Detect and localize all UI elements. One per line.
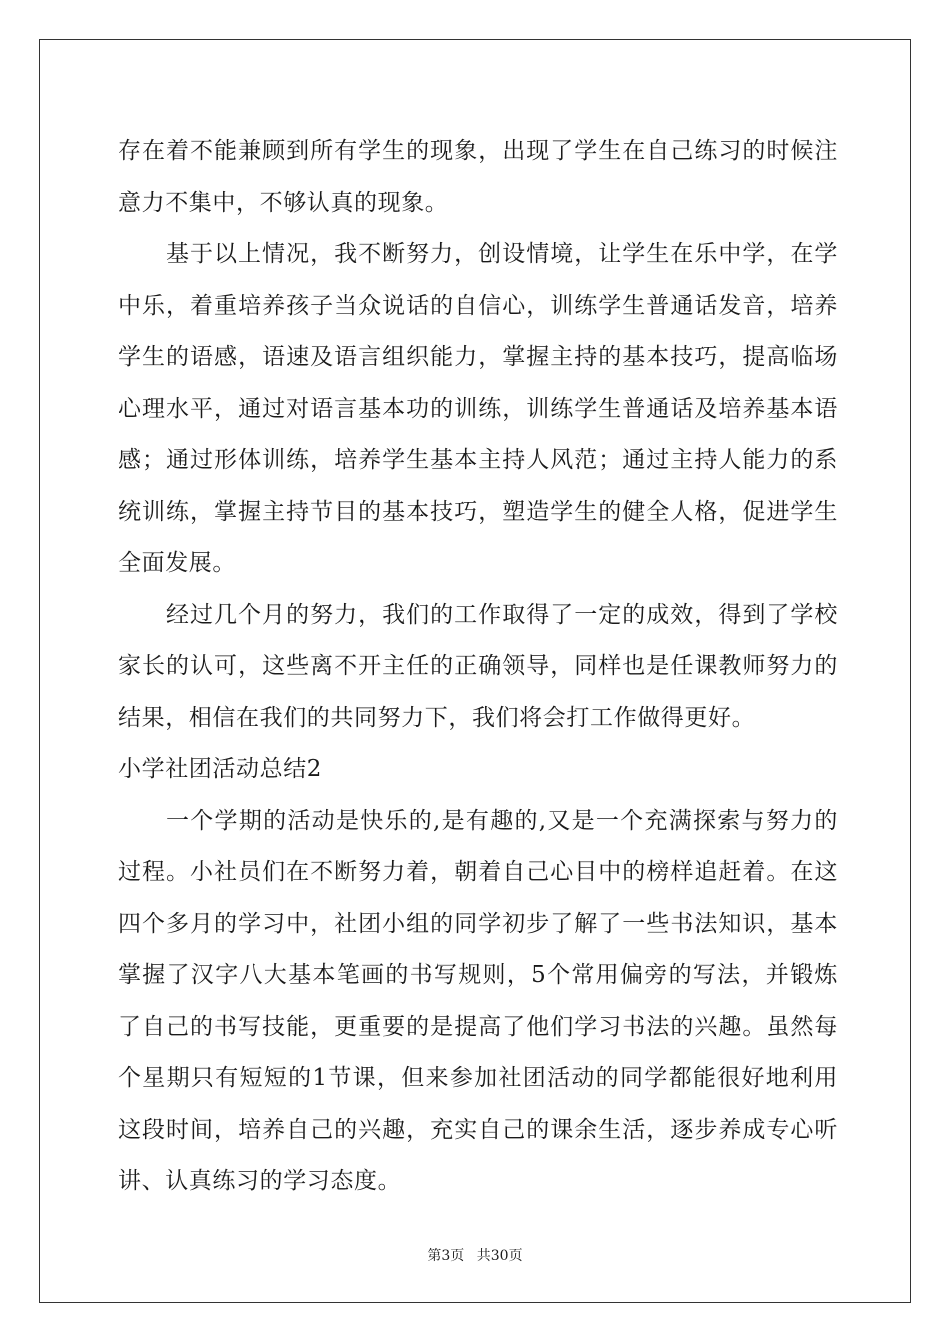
section-heading: 小学社团活动总结2 [118,756,323,782]
section-paragraph-1: 一个学期的活动是快乐的,是有趣的,又是一个充满探索与努力的过程。小社员们在不断努力着，朝着自己心目中的榜样追赶着。在这四个多月的学习中，社团小组的同学初步了解了一些书法知识，基本掌握了汉字八大基本笔画的书写规则，5个常用偏旁的写法，并锻炼了自己的书写技能，更重要的是提高了他们学习书法的兴趣。虽然每个星期只有短短的1节课，但来参加社团活动的同学都能很好地利用这段时间，培养自己的兴趣，充实自己的课余生活，逐步养成专心听讲、认真练习的学习态度。 [118,807,838,1194]
total-pages: 共30页 [476,1248,523,1264]
paragraph-1: 存在着不能兼顾到所有学生的现象，出现了学生在自己练习的时候注意力不集中，不够认真的现象。 [118,138,838,216]
paragraph-3: 经过几个月的努力，我们的工作取得了一定的成效，得到了学校家长的认可，这些离不开主任的正确领导，同样也是任课教师努力的结果，相信在我们的共同努力下，我们将会打工作做得更好。 [118,601,838,731]
current-page-number: 第3页 [427,1248,465,1264]
paragraph-2: 基于以上情况，我不断努力，创设情境，让学生在乐中学，在学中乐，着重培养孩子当众说话的自信心，训练学生普通话发音，培养学生的语感，语速及语言组织能力，掌握主持的基本技巧，提高临场心理水平，通过对语言基本功的训练，训练学生普通话及培养基本语感；通过形体训练，培养学生基本主持人风范；通过主持人能力的系统训练，掌握主持节目的基本技巧，塑造学生的健全人格，促进学生全面发展。 [118,241,838,576]
page-footer [0,1245,950,1265]
document-body [118,126,838,1208]
